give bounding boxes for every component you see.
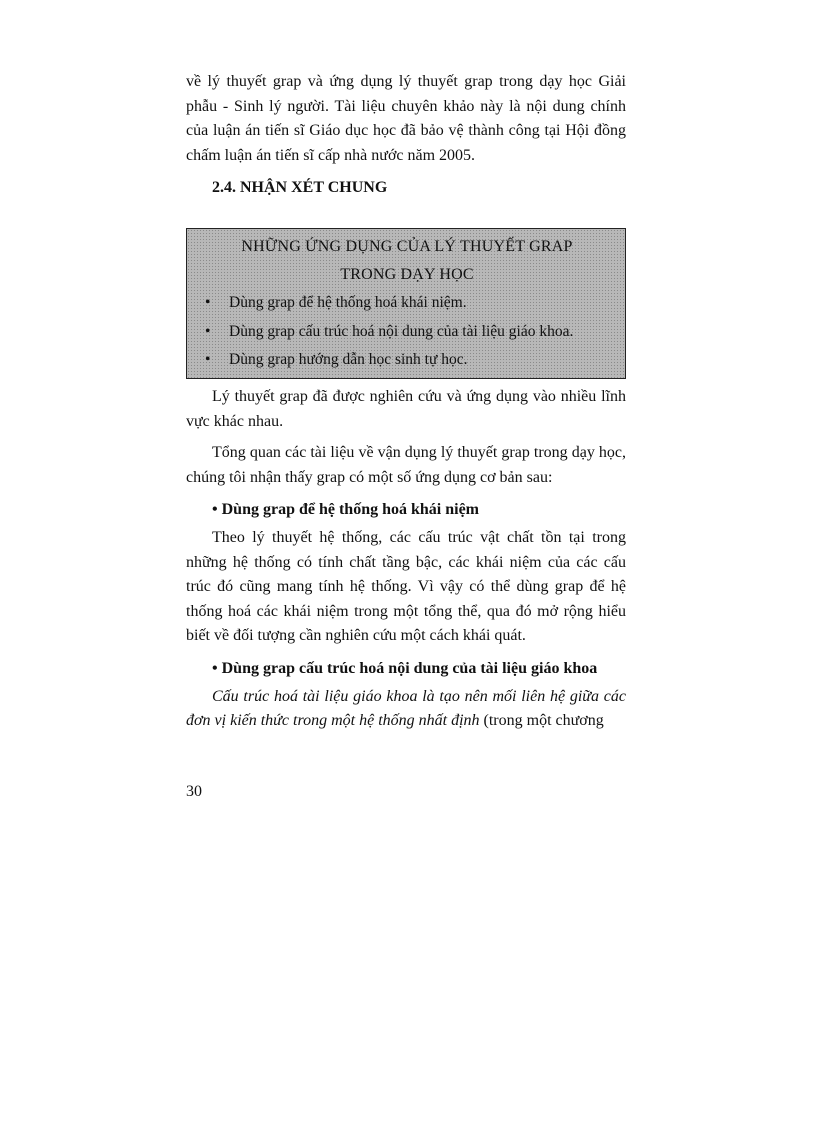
body-paragraph: Lý thuyết grap đã được nghiên cứu và ứng dụng vào nhiều lĩnh vực khác nhau. (186, 388, 626, 430)
summary-box-item (199, 346, 615, 375)
summary-box-item-text: Dùng grap để hệ thống hoá khái niệm. (229, 294, 467, 311)
summary-box-item (199, 289, 615, 318)
bullet-icon: • (212, 659, 218, 677)
subheading-text: Dùng grap để hệ thống hoá khái niệm (221, 501, 479, 518)
bullet-icon: • (212, 501, 218, 518)
intro-paragraph: về lý thuyết grap và ứng dụng lý thuyết grap trong dạy học Giải phẫu - Sinh lý người. Tài liệu chuyên khảo này là nội dung chính của luận án tiến sĩ Giáo dục học đã bảo vệ thành công tại Hội đồng chấm luận án tiến sĩ cấp nhà nước năm 2005. (186, 73, 626, 164)
bullet-icon: • (205, 322, 211, 340)
subheading (186, 498, 626, 522)
italic-definition: Cấu trúc hoá tài liệu giáo khoa là tạo nên mối liên hệ giữa các đơn vị kiến thức trong một hệ thống nhất định (186, 687, 626, 729)
page-number: 30 (186, 783, 202, 800)
summary-box-title-line2: TRONG DẠY HỌC (340, 266, 474, 283)
page-content (186, 70, 626, 734)
bullet-icon: • (205, 351, 211, 368)
summary-box (186, 228, 626, 379)
subheading (186, 657, 626, 681)
summary-box-list (199, 289, 615, 375)
paragraph-continuation: (trong một chương (479, 712, 604, 729)
body-paragraph (186, 685, 626, 734)
summary-box-item-text: Dùng grap hướng dẫn học sinh tự học. (229, 351, 468, 368)
summary-box-item-text: Dùng grap cấu trúc hoá nội dung của tài liệu giáo khoa. (229, 322, 574, 340)
body-paragraph: Theo lý thuyết hệ thống, các cấu trúc vật chất tồn tại trong những hệ thống có tính chất tầng bậc, các khái niệm của các cấu trúc đó cũng mang tính hệ thống. Vì vậy có thể dùng grap để hệ thống hoá các khái niệm trong một tổng thể, qua đó mở rộng hiểu biết về đối tượng cần nghiên cứu một cách khái quát. (186, 529, 626, 644)
bullet-icon: • (205, 294, 211, 311)
summary-box-title-line1: NHỮNG ỨNG DỤNG CỦA LÝ THUYẾT GRAP (241, 238, 573, 255)
section-heading: 2.4. NHẬN XÉT CHUNG (212, 179, 388, 196)
subheading-text: Dùng grap cấu trúc hoá nội dung của tài liệu giáo khoa (221, 659, 598, 677)
summary-box-item (199, 318, 615, 347)
body-paragraph: Tổng quan các tài liệu về vận dụng lý thuyết grap trong dạy học, chúng tôi nhận thấy grap có một số ứng dụng cơ bản sau: (186, 444, 626, 486)
